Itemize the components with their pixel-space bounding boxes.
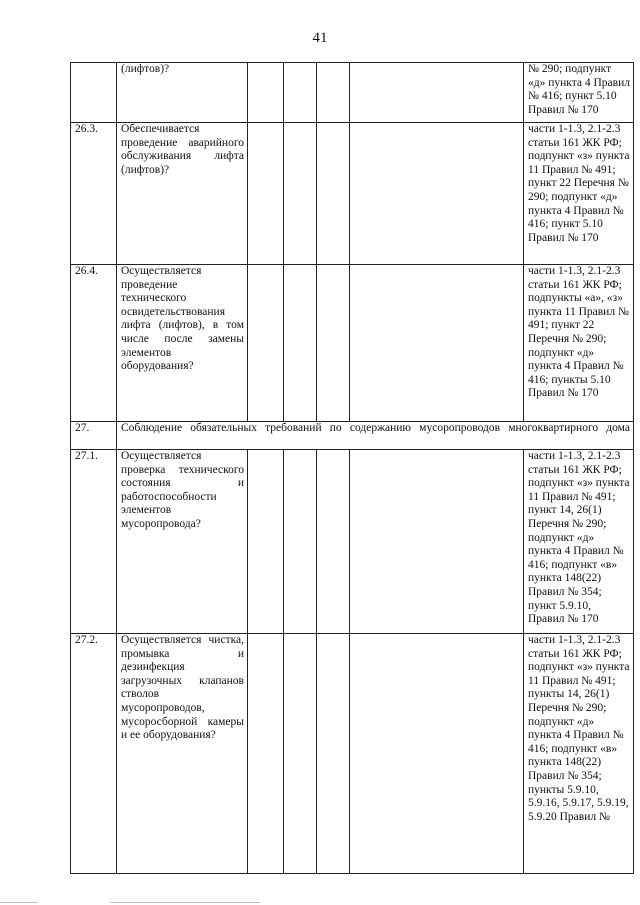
reference-cell <box>524 63 634 123</box>
row-number: 26.4. <box>71 265 117 422</box>
answer-no-cell <box>284 265 317 422</box>
reference-text: части 1-1.3, 2.1-2.3 статьи 161 ЖК РФ; подпункт «з» пункта 11 Правил № 491; пункт 14, 26(1) Перечня № 290; подпункт «д» пункта 4 Правил № 416; подпункт «в» пункта 148(22) Правил № 354; пункт 5.9.10, Правил № 170 <box>528 450 630 626</box>
table-row <box>71 265 634 422</box>
question-cell <box>117 634 248 874</box>
question-text: Обеспечивается проведение аварийного обслуживания лифта (лифтов)? <box>121 123 244 176</box>
reference-cell <box>524 634 634 874</box>
answer-yes-cell <box>248 634 284 874</box>
answer-na-cell <box>317 634 350 874</box>
answer-na-cell <box>317 123 350 265</box>
question-cell <box>117 265 248 422</box>
reference-text: части 1-1.3, 2.1-2.3 статьи 161 ЖК РФ; подпункт «з» пункта 11 Правил № 491; пункты 14, 26(1) Перечня № 290; подпункт «д» пункта 4 Правил № 416; подпункт «в» пункта 148(22) Правил № 354; пункты 5.9.10, 5.9.16, 5.9.17, 5.9.19, 5.9.20 Правил № <box>528 634 630 823</box>
comment-cell <box>350 63 524 123</box>
answer-yes-cell <box>248 123 284 265</box>
reference-cell <box>524 123 634 265</box>
answer-na-cell <box>317 265 350 422</box>
answer-na-cell <box>317 63 350 123</box>
table-row <box>71 63 634 123</box>
row-number: 27.2. <box>71 634 117 874</box>
answer-yes-cell <box>248 63 284 123</box>
row-number: 26.3. <box>71 123 117 265</box>
answer-no-cell <box>284 634 317 874</box>
section-title-cell <box>117 422 634 450</box>
comment-cell <box>350 634 524 874</box>
comment-cell <box>350 123 524 265</box>
question-text: (лифтов)? <box>121 63 170 75</box>
section-title: Соблюдение обязательных требований по содержанию мусоропроводов многоквартирного дома <box>121 422 630 434</box>
section-number: 27. <box>71 422 117 450</box>
table-row <box>71 450 634 634</box>
question-cell <box>117 450 248 634</box>
reference-text: № 290; подпункт «д» пункта 4 Правил № 416; пункт 5.10 Правил № 170 <box>528 63 630 116</box>
answer-yes-cell <box>248 450 284 634</box>
question-cell <box>117 123 248 265</box>
table-row <box>71 123 634 265</box>
comment-cell <box>350 450 524 634</box>
question-cell <box>117 63 248 123</box>
reference-text: части 1-1.3, 2.1-2.3 статьи 161 ЖК РФ; подпункты «а», «з» пункта 11 Правил № 491; пункт 22 Перечня № 290; подпункт «д» пункта 4 Правил № 416; пункты 5.10 Правил № 170 <box>528 265 629 400</box>
question-text: Осуществляется чистка, промывка и дезинфекция загрузочных клапанов стволов мусоропроводов, мусоросборной камеры и ее оборудования? <box>121 634 244 742</box>
section-row <box>71 422 634 450</box>
answer-yes-cell <box>248 265 284 422</box>
answer-no-cell <box>284 123 317 265</box>
table-row <box>71 634 634 874</box>
answer-no-cell <box>284 450 317 634</box>
answer-na-cell <box>317 450 350 634</box>
comment-cell <box>350 265 524 422</box>
reference-cell <box>524 450 634 634</box>
page-number: 41 <box>312 30 328 46</box>
question-text: Осуществляется проверка технического состояния и работоспособности элементов мусоропровода? <box>121 450 244 530</box>
scan-edge-mark <box>110 902 260 903</box>
row-number <box>71 63 117 123</box>
reference-cell <box>524 265 634 422</box>
question-text: Осуществляется проведение технического освидетельствования лифта (лифтов), в том числе после замены элементов оборудования? <box>121 265 244 373</box>
row-number: 27.1. <box>71 450 117 634</box>
scan-edge-mark <box>0 902 38 903</box>
checklist-table <box>70 62 634 874</box>
reference-text: части 1-1.3, 2.1-2.3 статьи 161 ЖК РФ; подпункт «з» пункта 11 Правил № 491; пункт 22 Перечня № 290; подпункт «д» пункта 4 Правил № 416; пункт 5.10 Правил № 170 <box>528 123 630 244</box>
answer-no-cell <box>284 63 317 123</box>
